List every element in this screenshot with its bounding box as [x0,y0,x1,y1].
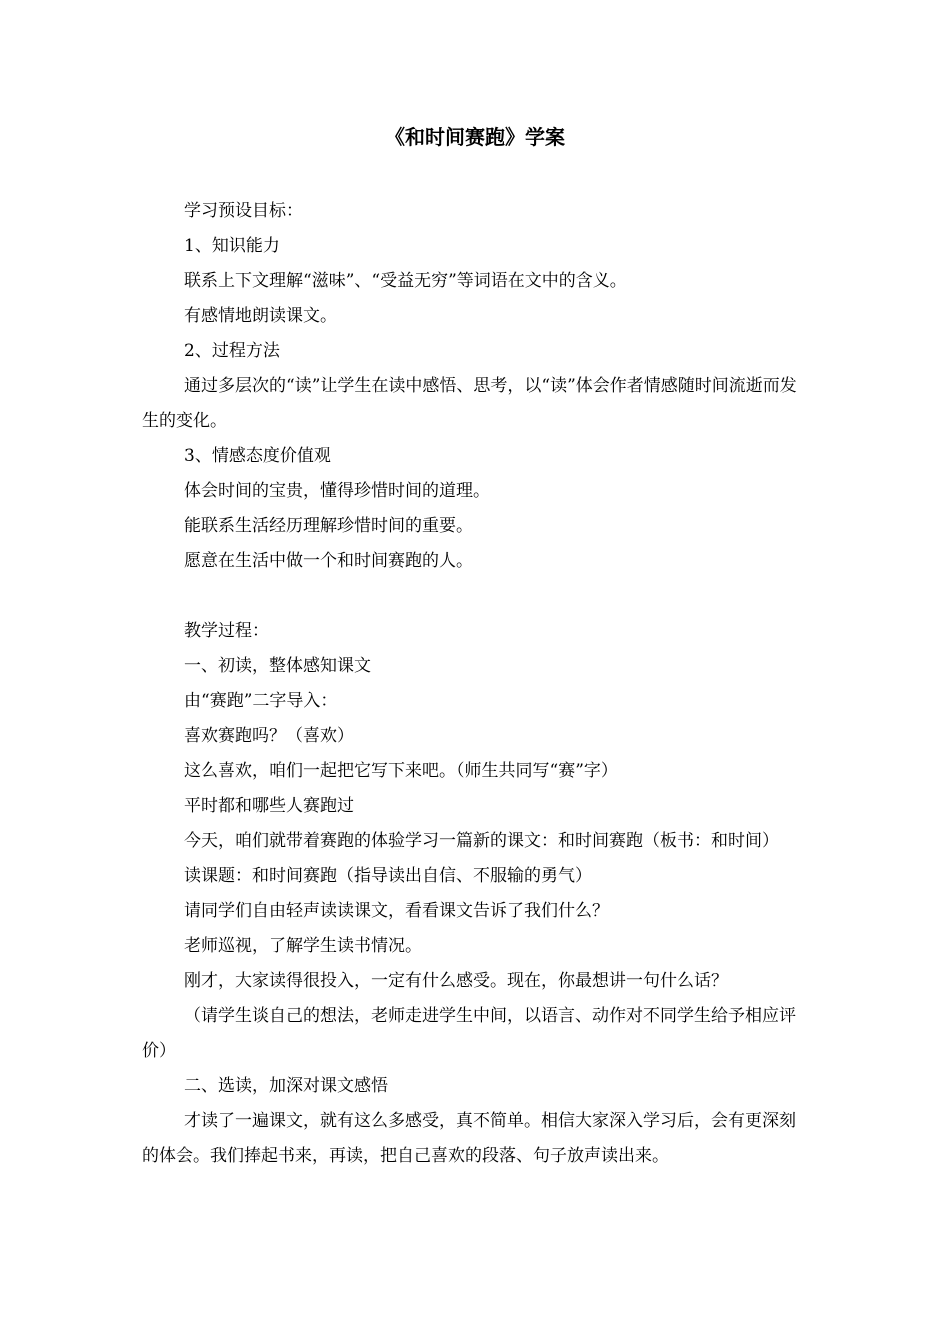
paragraph: 老师巡视，了解学生读书情况。 [184,936,422,956]
document-body [142,194,812,1174]
paragraph: 通过多层次的“读”让学生在读中感悟、思考，以“读”体会作者情感随时间流逝而发生的变化。 [142,376,797,431]
paragraph-emotion-heading: 3、情感态度价值观 [184,446,331,466]
paragraph: 愿意在生活中做一个和时间赛跑的人。 [184,551,473,571]
paragraph-goals-heading: 学习预设目标： [184,201,303,221]
paragraph: （请学生谈自己的想法，老师走进学生中间，以语言、动作对不同学生给予相应评价） [142,1006,796,1061]
paragraph: 能联系生活经历理解珍惜时间的重要。 [184,516,473,536]
paragraph: 读课题：和时间赛跑（指导读出自信、不服输的勇气） [184,866,592,886]
paragraph: 今天，咱们就带着赛跑的体验学习一篇新的课文：和时间赛跑（板书：和时间） [184,831,779,851]
paragraph-section-two-heading: 二、选读，加深对课文感悟 [184,1076,388,1096]
paragraph: 有感情地朗读课文。 [184,306,337,326]
paragraph-process-heading: 2、过程方法 [184,341,280,361]
blank-line [142,579,812,614]
paragraph: 喜欢赛跑吗？（喜欢） [184,726,354,746]
document-title: 《和时间赛跑》学案 [385,125,565,149]
paragraph: 刚才，大家读得很投入，一定有什么感受。现在，你最想讲一句什么话？ [184,971,728,991]
paragraph: 体会时间的宝贵，懂得珍惜时间的道理。 [184,481,490,501]
paragraph-section-one-heading: 一、初读，整体感知课文 [184,656,371,676]
paragraph-teaching-heading: 教学过程： [184,621,269,641]
paragraph-knowledge-heading: 1、知识能力 [184,236,280,256]
paragraph: 联系上下文理解“滋味”、“受益无穷”等词语在文中的含义。 [184,271,627,291]
paragraph: 由“赛跑”二字导入： [184,691,338,711]
paragraph: 请同学们自由轻声读读课文，看看课文告诉了我们什么？ [184,901,609,921]
paragraph: 平时都和哪些人赛跑过 [184,796,354,816]
paragraph: 才读了一遍课文，就有这么多感受，真不简单。相信大家深入学习后，会有更深刻的体会。我们捧起书来，再读，把自己喜欢的段落、句子放声读出来。 [142,1111,796,1166]
paragraph: 这么喜欢，咱们一起把它写下来吧。（师生共同写“赛”字） [184,761,618,781]
